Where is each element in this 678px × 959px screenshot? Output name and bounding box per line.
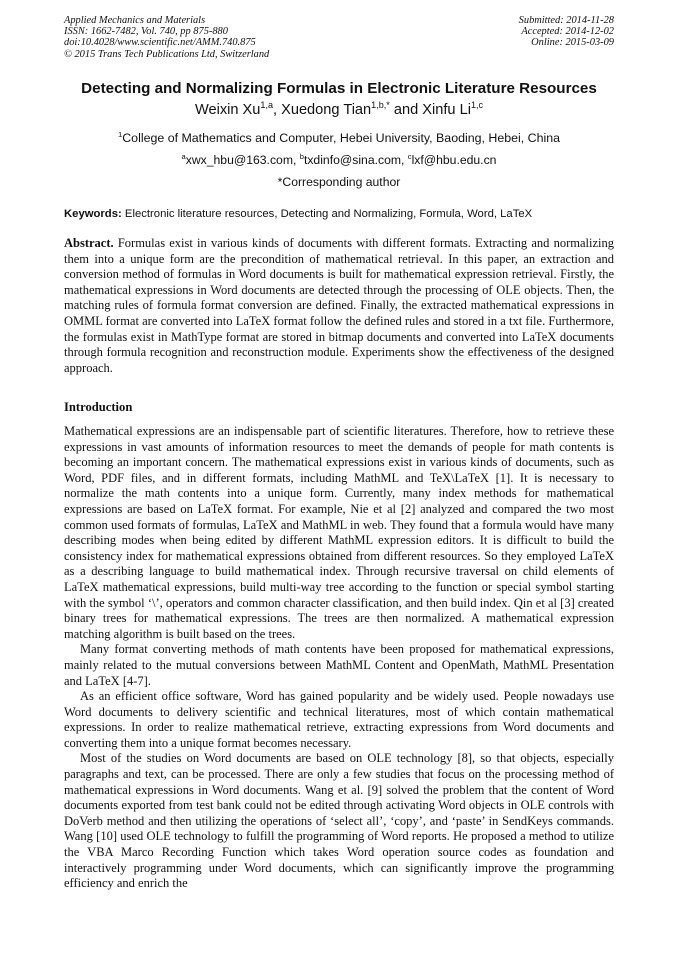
online-date: Online: 2015-03-09 xyxy=(531,37,614,49)
paragraph: As an efficient office software, Word has gained popularity and be widely used. People nowadays use Word documents to delivery scientific and technical literatures, most of which contain mathematical expressions. In order to realize mathematical retrieve, extracting expressions from Word documents and converting them into a unique format becomes necessary. xyxy=(64,689,614,750)
abstract-text: Formulas exist in various kinds of documents with different formats. Extracting and normalizing them into a unique form are the precondition of mathematical retrieval. In this paper, an extraction and conversion method of formulas in Word documents is built for mathematical expression retrieval. Firstly, the mathematical expressions in Word documents are detected through the processing of OLE objects. Then, the matching rules of formula format conversion are defined. Finally, the extracted mathematical expressions in OMML format are converted into LaTeX format follow the defined rules and stored in a txt file. Furthermore, the formulas exist in MathType format are stored in bitmap documents and converted into LaTeX documents through formula recognition and reconstruction module. Experiments show the effectiveness of the designed approach. xyxy=(64,236,614,375)
author-separator: and xyxy=(389,102,423,118)
author-emails xyxy=(0,153,678,167)
author-name: Weixin Xu xyxy=(194,102,261,118)
journal-doi: doi:10.4028/www.scientific.net/AMM.740.875 xyxy=(64,37,256,49)
journal-info xyxy=(64,15,269,60)
author-list xyxy=(0,102,678,118)
email-sup: c xyxy=(407,151,412,161)
accepted-date: Accepted: 2014-12-02 xyxy=(521,26,614,38)
author-affiliation-sup: 1,c xyxy=(470,100,484,111)
keywords-label: Keywords: xyxy=(64,208,122,220)
email-sup: a xyxy=(181,151,186,161)
paragraph: Mathematical expressions are an indispensable part of scientific literatures. Therefore, how to retrieve these expressions in vast amounts of information resources to meet the demands of people for math contents is becoming an important concern. The mathematical expressions exist in various kinds of documents, such as Word, PDF files, and in different formats, including MathML and TeX\LaTeX [1]. It is necessary to normalize the math contents into a unique form. Currently, many index methods for mathematical expressions are based on LaTeX format. For example, Nie et al [2] analyzed and compared the two most common used formats of formulas, LaTeX and MathML in web. They found that a formula would have many describing modes when being edited by different MathML expression editors. It is difficult to build the consistency index for mathematical expressions obtained from different resources. So they employed LaTeX as a describing language to build mathematical index. Through recursive traversal on child elements of LaTeX mathematical expressions, build multi-way tree according to the function or special symbol starting with the symbol ‘\’, operators and common character classification, and then build index. Qin et al [3] created binary trees for mathematical expressions. The trees are then normalized. A mathematical expression matching algorithm is built based on the trees. xyxy=(64,424,614,641)
affiliation-text: College of Mathematics and Computer, Hebei University, Baoding, Hebei, China xyxy=(122,131,561,145)
journal-issn: ISSN: 1662-7482, Vol. 740, pp 875-880 xyxy=(64,26,228,38)
keywords-text: Electronic literature resources, Detecting and Normalizing, Formula, Word, LaTeX xyxy=(121,208,533,220)
email-address: lxf@hbu.edu.cn xyxy=(411,153,497,167)
journal-copyright: © 2015 Trans Tech Publications Ltd, Switzerland xyxy=(64,48,270,60)
introduction-body xyxy=(64,424,614,892)
journal-name: Applied Mechanics and Materials xyxy=(64,15,206,26)
section-heading-introduction: Introduction xyxy=(64,400,133,414)
abstract-label: Abstract. xyxy=(64,236,114,250)
affiliation-sup: 1 xyxy=(117,129,123,139)
email-address: txdinfo@sina.com, xyxy=(303,153,408,167)
submission-dates xyxy=(519,15,614,49)
author-name: Xinfu Li xyxy=(422,102,471,118)
paragraph: Most of the studies on Word documents are based on OLE technology [8], so that objects, especially paragraphs and text, can be processed. There are only a few studies that focus on the processing method of mathematical expressions in Word documents. Wang et al. [9] solved the problem that the content of Word documents exported from test bank could not be edited through activating Word objects in OLE controls with DoVerb method and then utilizing the operations of ‘select all’, ‘copy’, and ‘paste’ in SendKeys commands. Wang [10] used OLE technology to fulfill the programming of Word reports. He proposed a method to utilize the VBA Marco Recording Function which takes Word operation source codes as foundation and interactively programming under Word documents, which can significantly improve the programming efficiency and enrich the xyxy=(64,751,614,891)
abstract xyxy=(64,236,614,376)
keywords xyxy=(64,208,614,220)
author-affiliation-sup: 1,a xyxy=(260,100,273,111)
submitted-date: Submitted: 2014-11-28 xyxy=(518,15,614,26)
affiliation xyxy=(0,131,678,145)
paragraph: Many format converting methods of math contents have been proposed for mathematical expressions, mainly related to the mutual conversions between MathML Content and OpenMath, MathML Presentation and LaTeX [4-7]. xyxy=(64,642,614,688)
paper-title: Detecting and Normalizing Formulas in Electronic Literature Resources xyxy=(81,80,597,97)
author-affiliation-sup: 1,b,* xyxy=(371,100,390,111)
corresponding-author-note: *Corresponding author xyxy=(277,175,401,189)
author-name: Xuedong Tian xyxy=(281,102,372,118)
author-separator: , xyxy=(272,102,282,118)
email-sup: b xyxy=(299,151,304,161)
email-address: xwx_hbu@163.com, xyxy=(185,153,300,167)
